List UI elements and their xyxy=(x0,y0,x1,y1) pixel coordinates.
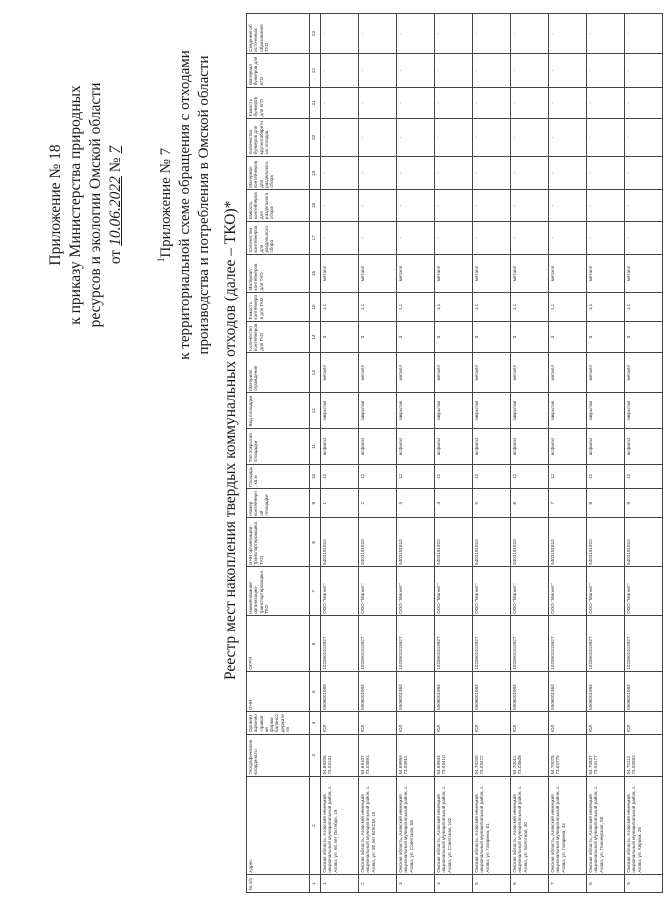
table-cell: 5403181810 xyxy=(321,518,359,567)
table-cell: ООО "Магнит" xyxy=(549,567,587,616)
column-header: ИНН xyxy=(247,672,310,712)
table-cell: - xyxy=(321,87,359,118)
table-cell: металл xyxy=(321,353,359,393)
appendix-18-header xyxy=(46,40,126,370)
table-cell: 9 xyxy=(625,875,663,893)
table-cell: 12 xyxy=(321,464,359,489)
table-cell: - xyxy=(625,14,663,54)
table-cell: 6 xyxy=(511,875,549,893)
column-header: Емкость контейнеров для раздельного сбора xyxy=(247,190,310,221)
table-cell: - xyxy=(359,54,397,87)
table-cell: 1025501515927 xyxy=(321,616,359,672)
table-cell: - xyxy=(549,87,587,118)
column-number: 3 xyxy=(310,734,321,776)
table-cell: - xyxy=(473,14,511,54)
header-row xyxy=(247,14,310,893)
table-cell: 3 xyxy=(397,321,435,352)
table-cell: 54.69994 73.03911 xyxy=(397,734,435,776)
table-cell: асфальт xyxy=(549,429,587,465)
column-number: 16 xyxy=(310,255,321,293)
table-cell: 3 xyxy=(587,321,625,352)
column-number: 4 xyxy=(310,712,321,734)
table-cell: Омская область, Азовский немецкий национальный муниципальный район, с. Азово, ул. Советская, 102 xyxy=(435,777,473,875)
table-cell: ООО "Магнит" xyxy=(435,567,473,616)
column-number: 7 xyxy=(310,567,321,616)
column-header: Материал ограждения xyxy=(247,353,310,393)
column-number: 11 xyxy=(310,429,321,465)
table-cell: металл xyxy=(435,255,473,293)
table-cell: 3 xyxy=(359,321,397,352)
table-cell: - xyxy=(587,54,625,87)
column-header: № п/п xyxy=(247,875,310,893)
table-cell: 54.69107 73.03891 xyxy=(359,734,397,776)
table-cell: 7 xyxy=(549,489,587,518)
table-cell: - xyxy=(625,190,663,221)
column-header: Адрес xyxy=(247,777,310,875)
table-cell: - xyxy=(321,54,359,87)
table-cell: 1,1 xyxy=(549,292,587,321)
table-cell: - xyxy=(587,87,625,118)
table-cell: Омская область, Азовский немецкий национальный муниципальный район, с. Азово, ул. Гагарина, 51 xyxy=(473,777,511,875)
table-cell: 3 xyxy=(435,321,473,352)
appendix-7-title: $^1$Приложение № 7 xyxy=(156,147,174,263)
order-date-line xyxy=(106,40,126,370)
table-cell: асфальт xyxy=(473,429,511,465)
appendix-7-header xyxy=(152,40,214,370)
table-cell: 5403181810 xyxy=(397,518,435,567)
table-cell: 54.69944 73.03410 xyxy=(435,734,473,776)
table-cell: 1 xyxy=(321,489,359,518)
table-cell: - xyxy=(397,190,435,221)
table-cell: металл xyxy=(473,255,511,293)
table-cell: металл xyxy=(511,353,549,393)
table-cell: - xyxy=(397,156,435,189)
column-header: Количество контейнеров для ТКО xyxy=(247,321,310,352)
appendix-18-line1: к приказу Министерства природных xyxy=(67,85,84,325)
column-header: Количество контейнеров для раздельного сбора xyxy=(247,221,310,254)
table-cell: 12 xyxy=(511,464,549,489)
table-cell: 5506001984 xyxy=(549,672,587,712)
table-cell: 5403181810 xyxy=(511,518,549,567)
table-cell: металл xyxy=(397,353,435,393)
column-header: ИНН организации-транспортировщика ТКО xyxy=(247,518,310,567)
table-cell: 1025501515927 xyxy=(397,616,435,672)
table-cell: 5403181810 xyxy=(549,518,587,567)
table-cell: 3 xyxy=(549,321,587,352)
column-number: 19 xyxy=(310,156,321,189)
table-cell: 5506001984 xyxy=(473,672,511,712)
table-cell: ООО "Магнит" xyxy=(321,567,359,616)
table-cell: ООО "Магнит" xyxy=(587,567,625,616)
table-cell: закрытая xyxy=(549,393,587,429)
table-cell: ЮЛ xyxy=(473,712,511,734)
table-cell: 54.69206 73.04131 xyxy=(321,734,359,776)
table-cell: - xyxy=(473,156,511,189)
table-cell: Омская область, Азовский немецкий национальный муниципальный район, с. Азово, ул. Кирова, 26 xyxy=(625,777,663,875)
column-header: Емкость контейнеров для ТКО xyxy=(247,292,310,321)
table-cell: ЮЛ xyxy=(625,712,663,734)
table-cell: 4 xyxy=(435,489,473,518)
table-cell: - xyxy=(435,221,473,254)
table-cell: 1,1 xyxy=(625,292,663,321)
table-cell: Омская область, Азовский немецкий национальный муниципальный район, с. Азово, ул. 60 лет Октября, 19 xyxy=(321,777,359,875)
table-cell: - xyxy=(625,87,663,118)
table-cell: - xyxy=(511,221,549,254)
number-prefix: № xyxy=(107,157,124,173)
column-number: 2 xyxy=(310,777,321,875)
table-cell: ООО "Магнит" xyxy=(625,567,663,616)
table-cell: - xyxy=(587,221,625,254)
table-cell: ЮЛ xyxy=(359,712,397,734)
table-cell: 5403181810 xyxy=(587,518,625,567)
table-cell: 4 xyxy=(435,875,473,893)
table-cell: - xyxy=(435,156,473,189)
table-cell: 12 xyxy=(549,464,587,489)
table-cell: металл xyxy=(587,255,625,293)
table-cell: - xyxy=(511,119,549,157)
table-cell: 54.70837 73.03177 xyxy=(587,734,625,776)
table-cell: асфальт xyxy=(625,429,663,465)
column-header: Тип покрытия площадки xyxy=(247,429,310,465)
table-cell: - xyxy=(359,119,397,157)
column-number-row xyxy=(310,14,321,893)
footnote-mark: 1 xyxy=(156,257,166,263)
table-cell: 5506001984 xyxy=(625,672,663,712)
column-number: 1 xyxy=(310,875,321,893)
table-cell: - xyxy=(587,14,625,54)
table-cell: 1,1 xyxy=(587,292,625,321)
table-cell: - xyxy=(473,87,511,118)
table-cell: - xyxy=(511,87,549,118)
table-cell: 1025501515927 xyxy=(625,616,663,672)
table-cell: 12 xyxy=(625,464,663,489)
table-cell: 1 xyxy=(321,875,359,893)
table-cell: 1,1 xyxy=(511,292,549,321)
table-cell: асфальт xyxy=(435,429,473,465)
table-cell: 3 xyxy=(511,321,549,352)
table-cell: металл xyxy=(549,353,587,393)
table-row xyxy=(625,14,663,893)
column-header: Площадь, кв.м xyxy=(247,464,310,489)
column-header: Наименование организации-транспортировщика ТКО xyxy=(247,567,310,616)
column-header: Географические координаты xyxy=(247,734,310,776)
table-cell: - xyxy=(549,119,587,157)
table-cell: 54.70078 73.03776 xyxy=(549,734,587,776)
order-number: 7 xyxy=(107,145,124,154)
column-header: Вид площадки xyxy=(247,393,310,429)
table-cell: - xyxy=(435,190,473,221)
table-cell: 5506001989 xyxy=(321,672,359,712)
table-cell: металл xyxy=(549,255,587,293)
table-cell: 1,1 xyxy=(397,292,435,321)
column-header: Сведения об источниках образования ТКО xyxy=(247,14,310,54)
column-number: 8 xyxy=(310,518,321,567)
date-prefix: от xyxy=(107,249,124,265)
table-cell: 12 xyxy=(435,464,473,489)
table-cell: Омская область, Азовский немецкий национальный муниципальный район, с. Азово, ул. Советская, 58 xyxy=(397,777,435,875)
table-cell: 1025501515927 xyxy=(511,616,549,672)
table-cell: - xyxy=(359,156,397,189)
table-cell: - xyxy=(625,221,663,254)
table-cell: закрытая xyxy=(587,393,625,429)
table-cell: - xyxy=(473,54,511,87)
table-cell: 5506001984 xyxy=(397,672,435,712)
table-cell: 5506001984 xyxy=(511,672,549,712)
table-cell: - xyxy=(321,156,359,189)
table-cell: - xyxy=(511,54,549,87)
table-cell: Омская область, Азовский немецкий национальный муниципальный район, с. Азово, ул. Пионерская, 58 xyxy=(587,777,625,875)
table-cell: закрытая xyxy=(397,393,435,429)
table-cell: металл xyxy=(359,255,397,293)
table-row xyxy=(321,14,359,893)
table-cell: - xyxy=(359,190,397,221)
table-cell: - xyxy=(359,87,397,118)
table-cell: 2 xyxy=(359,875,397,893)
column-header: Номер контейнерной площадки xyxy=(247,489,310,518)
table-cell: - xyxy=(549,190,587,221)
column-number: 22 xyxy=(310,54,321,87)
column-header: Емкость бункеров для КГО xyxy=(247,87,310,118)
table-cell: закрытая xyxy=(473,393,511,429)
column-number: 23 xyxy=(310,14,321,54)
table-cell: 8 xyxy=(587,489,625,518)
table-cell: - xyxy=(473,221,511,254)
table-cell: ООО "Магнит" xyxy=(359,567,397,616)
table-cell: металл xyxy=(397,255,435,293)
table-cell: - xyxy=(435,54,473,87)
table-cell: Омская область, Азовский немецкий национальный муниципальный район, с. Азово, ул. Болотная, 30 xyxy=(511,777,549,875)
column-header: Организационно-правовая форма балансодержателя xyxy=(247,712,310,734)
table-cell: закрытая xyxy=(435,393,473,429)
table-cell: - xyxy=(321,221,359,254)
table-cell: - xyxy=(473,190,511,221)
table-row xyxy=(587,14,625,893)
table-cell: - xyxy=(473,119,511,157)
table-cell: 1025501515927 xyxy=(549,616,587,672)
appendix-7-line1: к территориальной схеме обращения с отходами xyxy=(177,50,193,360)
table-cell: - xyxy=(321,14,359,54)
table-cell: Омская область, Азовский немецкий национальный муниципальный район, с. Азово, ул. Гагарина, 43 xyxy=(549,777,587,875)
table-cell: - xyxy=(359,221,397,254)
table-cell: - xyxy=(397,54,435,87)
table-cell: - xyxy=(435,87,473,118)
table-cell: - xyxy=(397,221,435,254)
table-cell: 1025501515927 xyxy=(359,616,397,672)
table-cell: ООО "Магнит" xyxy=(397,567,435,616)
table-cell: - xyxy=(511,156,549,189)
table-cell: асфальт xyxy=(397,429,435,465)
column-number: 20 xyxy=(310,119,321,157)
table-cell: 54.70200 73.03472 xyxy=(473,734,511,776)
table-row xyxy=(435,14,473,893)
column-number: 13 xyxy=(310,353,321,393)
table-cell: 1,1 xyxy=(435,292,473,321)
table-cell: - xyxy=(587,156,625,189)
table-cell: - xyxy=(321,119,359,157)
table-cell: - xyxy=(511,190,549,221)
table-cell: 6 xyxy=(511,489,549,518)
appendix-18-title: Приложение № 18 xyxy=(47,144,64,266)
column-header: Материал контейнеров для раздельного сбора xyxy=(247,156,310,189)
table-cell: - xyxy=(397,119,435,157)
table-row xyxy=(397,14,435,893)
table-cell: - xyxy=(511,14,549,54)
table-cell: ЮЛ xyxy=(435,712,473,734)
register-table xyxy=(246,13,663,893)
table-cell: - xyxy=(435,14,473,54)
table-cell: 1025501515927 xyxy=(473,616,511,672)
column-number: 15 xyxy=(310,292,321,321)
table-cell: 9 xyxy=(625,489,663,518)
table-cell: 5 xyxy=(473,875,511,893)
table-cell: ЮЛ xyxy=(511,712,549,734)
appendix-7-line2: производства и потребления в Омской области xyxy=(196,55,212,355)
table-cell: - xyxy=(625,156,663,189)
column-number: 17 xyxy=(310,221,321,254)
table-cell: ЮЛ xyxy=(397,712,435,734)
table-cell: - xyxy=(397,87,435,118)
table-cell: - xyxy=(321,190,359,221)
table-cell: 5506001984 xyxy=(587,672,625,712)
table-cell: 3 xyxy=(397,875,435,893)
table-cell: 8 xyxy=(587,875,625,893)
table-body xyxy=(321,14,663,893)
table-cell: металл xyxy=(435,353,473,393)
column-number: 18 xyxy=(310,190,321,221)
table-cell: 5403181810 xyxy=(435,518,473,567)
table-cell: 12 xyxy=(359,464,397,489)
table-cell: 1,1 xyxy=(359,292,397,321)
table-cell: - xyxy=(549,221,587,254)
table-row xyxy=(359,14,397,893)
table-cell: 1025501515927 xyxy=(435,616,473,672)
table-cell: - xyxy=(625,54,663,87)
table-cell: - xyxy=(549,14,587,54)
column-header: ОГРН xyxy=(247,616,310,672)
table-cell: закрытая xyxy=(625,393,663,429)
table-cell: металл xyxy=(473,353,511,393)
table-cell: ЮЛ xyxy=(587,712,625,734)
table-cell: металл xyxy=(511,255,549,293)
table-cell: - xyxy=(625,119,663,157)
table-row xyxy=(549,14,587,893)
column-header: Количество бункеров для крупногабаритных отходов xyxy=(247,119,310,157)
table-cell: ЮЛ xyxy=(321,712,359,734)
table-cell: закрытая xyxy=(511,393,549,429)
appendix-18-line2: ресурсов и экологии Омской области xyxy=(87,82,104,328)
table-cell: асфальт xyxy=(587,429,625,465)
table-cell: 1,1 xyxy=(321,292,359,321)
column-number: 12 xyxy=(310,393,321,429)
order-date: 10.06.2022 xyxy=(107,176,124,246)
table-cell: ООО "Магнит" xyxy=(473,567,511,616)
column-number: 10 xyxy=(310,464,321,489)
table-cell: 5 xyxy=(473,489,511,518)
table-cell: асфальт xyxy=(511,429,549,465)
table-cell: ЮЛ xyxy=(549,712,587,734)
table-cell: металл xyxy=(625,255,663,293)
table-cell: 7 xyxy=(549,875,587,893)
table-cell: - xyxy=(359,14,397,54)
table-cell: закрытая xyxy=(359,393,397,429)
table-cell: 1,1 xyxy=(473,292,511,321)
table-cell: 5506001984 xyxy=(435,672,473,712)
table-cell: - xyxy=(435,119,473,157)
table-cell: Омская область, Азовский немецкий национальный муниципальный район, с. Азово, ул. 30 лет ВЛКСМ, 15 xyxy=(359,777,397,875)
table-cell: 3 xyxy=(397,489,435,518)
table-cell: 3 xyxy=(625,321,663,352)
table-cell: 5403181810 xyxy=(625,518,663,567)
column-number: 5 xyxy=(310,672,321,712)
table-cell: 1025501515927 xyxy=(587,616,625,672)
table-cell: 3 xyxy=(473,321,511,352)
table-cell: металл xyxy=(625,353,663,393)
table-cell: - xyxy=(587,190,625,221)
column-number: 6 xyxy=(310,616,321,672)
table-cell: 5403181810 xyxy=(473,518,511,567)
register-title: Реестр мест накопления твердых коммунальных отходов (далее – ТКО)* xyxy=(222,200,239,680)
table-cell: 12 xyxy=(473,464,511,489)
table-cell: 54.70112 73.03592 xyxy=(625,734,663,776)
column-header: Материал бункеров для КГО xyxy=(247,54,310,87)
table-cell: - xyxy=(549,156,587,189)
table-cell: закрытая xyxy=(321,393,359,429)
table-cell: 5506001984 xyxy=(359,672,397,712)
table-cell: 2 xyxy=(359,489,397,518)
column-header: Материал контейнеров для ТКО xyxy=(247,255,310,293)
table-row xyxy=(511,14,549,893)
table-cell: - xyxy=(587,119,625,157)
column-number: 14 xyxy=(310,321,321,352)
column-number: 9 xyxy=(310,489,321,518)
table-cell: асфальт xyxy=(359,429,397,465)
table-cell: асфальт xyxy=(321,429,359,465)
table-cell: 5403181810 xyxy=(359,518,397,567)
table-cell: - xyxy=(549,54,587,87)
table-cell: металл xyxy=(321,255,359,293)
column-number: 21 xyxy=(310,87,321,118)
table-cell: металл xyxy=(587,353,625,393)
table-cell: 3 xyxy=(321,321,359,352)
table-cell: 54.70011 73.03508 xyxy=(511,734,549,776)
table-row xyxy=(473,14,511,893)
table-cell: - xyxy=(397,14,435,54)
table-cell: ООО "Магнит" xyxy=(511,567,549,616)
table-cell: 12 xyxy=(587,464,625,489)
table-cell: 12 xyxy=(397,464,435,489)
table-cell: металл xyxy=(359,353,397,393)
